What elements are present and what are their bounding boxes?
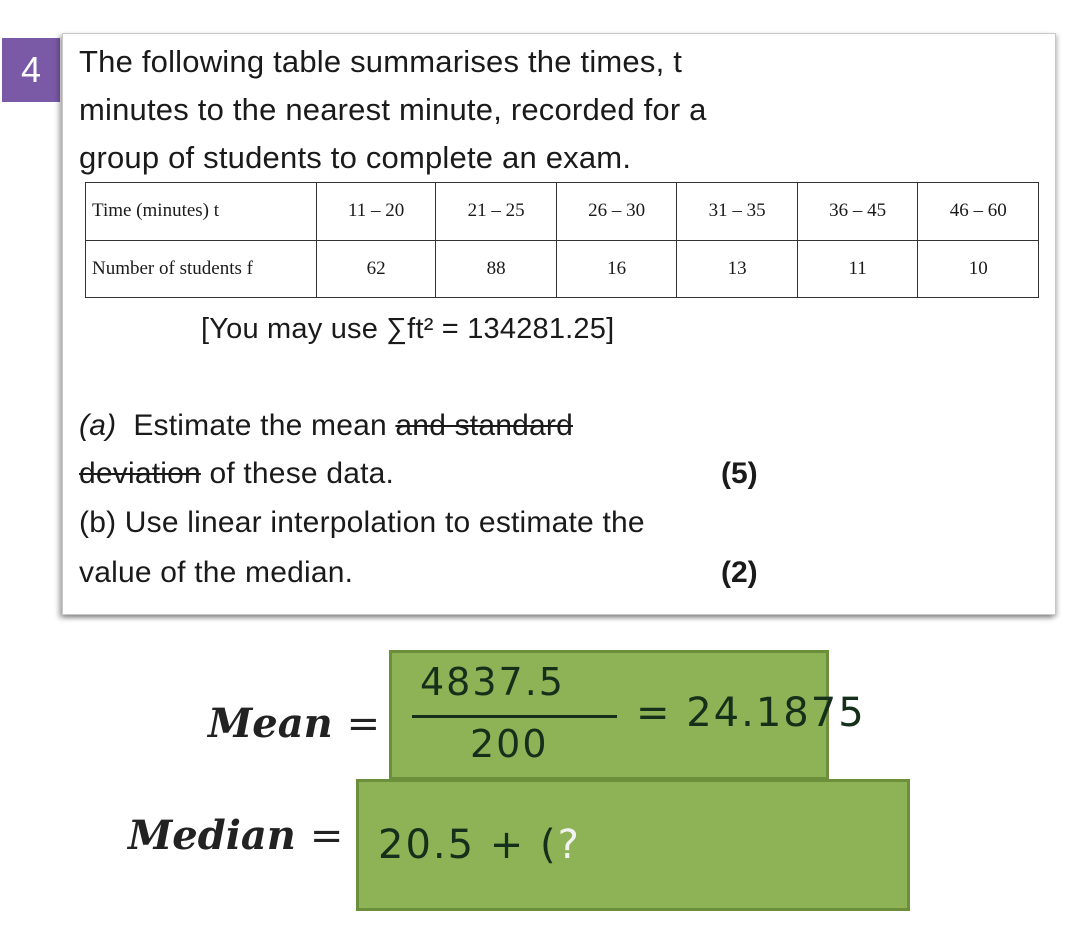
part-b-marks: (2) bbox=[721, 556, 758, 589]
table-cell-interval: 46 – 60 bbox=[918, 183, 1039, 241]
part-a-struck-text-1: and standard bbox=[395, 409, 573, 442]
part-a-line-2 bbox=[79, 457, 394, 491]
table-header-time: Time (minutes) t bbox=[86, 183, 317, 241]
mean-label bbox=[208, 700, 380, 747]
frequency-table bbox=[85, 182, 1039, 298]
median-equals: = bbox=[309, 813, 344, 859]
part-a-marks: (5) bbox=[721, 457, 758, 490]
table-cell-frequency: 88 bbox=[436, 240, 557, 298]
mean-denominator: 200 bbox=[470, 722, 549, 766]
part-b-line-1: (b) Use linear interpolation to estimate the bbox=[79, 506, 645, 539]
median-expression bbox=[378, 822, 581, 868]
part-a-line-1 bbox=[79, 409, 573, 443]
mean-equals: = bbox=[346, 701, 381, 747]
formula-hint: [You may use ∑ft² = 134281.25] bbox=[201, 313, 615, 345]
median-expression-text: 20.5 + ( bbox=[378, 822, 558, 868]
part-b-line-2: value of the median. bbox=[79, 556, 354, 589]
table-cell-frequency: 13 bbox=[677, 240, 798, 298]
median-question-mark: ? bbox=[557, 822, 581, 868]
question-intro bbox=[79, 38, 839, 182]
table-cell-interval: 21 – 25 bbox=[436, 183, 557, 241]
part-a-label: (a) bbox=[79, 409, 117, 442]
part-a-struck-text-2: deviation bbox=[79, 457, 201, 490]
table-cell-interval: 11 – 20 bbox=[317, 183, 436, 241]
table-row-frequencies bbox=[86, 240, 1039, 298]
mean-result: = 24.1875 bbox=[636, 690, 866, 736]
part-a-text-start: Estimate the mean bbox=[133, 409, 387, 442]
table-cell-frequency: 11 bbox=[797, 240, 918, 298]
intro-line-1: The following table summarises the times, t bbox=[79, 44, 683, 79]
question-number-badge: 4 bbox=[2, 38, 60, 102]
intro-line-3: group of students to complete an exam. bbox=[79, 140, 632, 175]
table-cell-interval: 36 – 45 bbox=[797, 183, 918, 241]
part-a-text-end: of these data. bbox=[209, 457, 395, 490]
intro-line-2: minutes to the nearest minute, recorded for a bbox=[79, 92, 707, 127]
mean-label-text: Mean bbox=[208, 700, 333, 747]
table-header-students: Number of students f bbox=[86, 240, 317, 298]
median-label bbox=[128, 812, 343, 859]
table-cell-frequency: 10 bbox=[918, 240, 1039, 298]
fraction-bar bbox=[412, 715, 617, 718]
table-row-times bbox=[86, 183, 1039, 241]
mean-numerator: 4837.5 bbox=[420, 660, 565, 704]
question-card bbox=[62, 33, 1056, 615]
median-label-text: Median bbox=[128, 812, 296, 859]
table-cell-frequency: 16 bbox=[556, 240, 677, 298]
table-cell-interval: 26 – 30 bbox=[556, 183, 677, 241]
table-cell-frequency: 62 bbox=[317, 240, 436, 298]
table-cell-interval: 31 – 35 bbox=[677, 183, 798, 241]
